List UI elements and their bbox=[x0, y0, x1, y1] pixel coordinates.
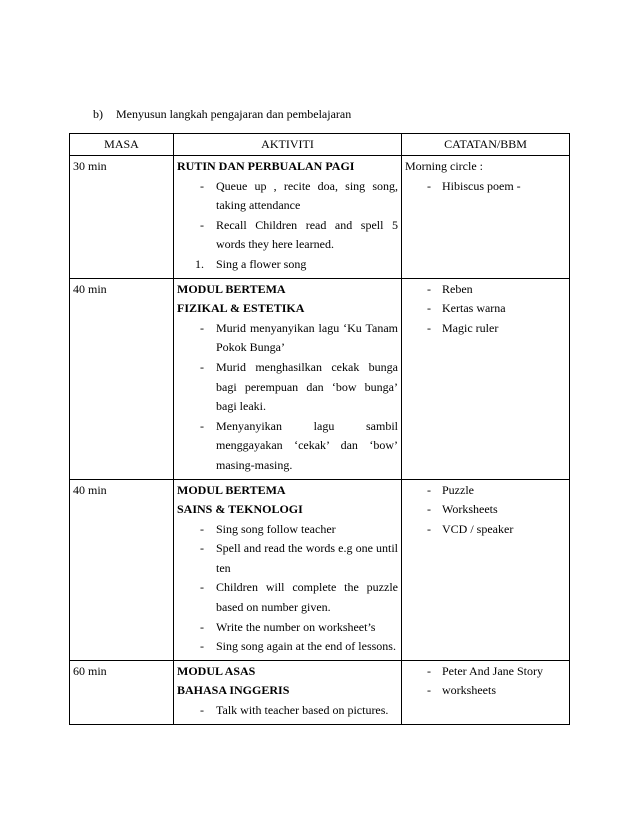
notes-cell bbox=[402, 660, 570, 724]
activity-title: SAINS & TEKNOLOGI bbox=[177, 502, 303, 517]
activity-text: Murid menyanyikan lagu ‘Ku Tanam Pokok Bunga’ bbox=[216, 320, 398, 355]
header-aktiviti: AKTIVITI bbox=[174, 134, 402, 156]
notes-list bbox=[405, 177, 566, 197]
bullet-marker: - bbox=[427, 663, 431, 678]
notes-item bbox=[427, 500, 566, 520]
table-row bbox=[70, 156, 570, 279]
activity-item bbox=[200, 319, 398, 358]
bullet-marker: - bbox=[200, 359, 204, 374]
notes-item bbox=[427, 299, 566, 319]
notes-text: Reben bbox=[442, 281, 473, 296]
bullet-marker: - bbox=[427, 320, 431, 335]
notes-cell bbox=[402, 156, 570, 279]
activity-text: Recall Children read and spell 5 words they here learned. bbox=[216, 217, 398, 252]
activity-text: Children will complete the puzzle based on number given. bbox=[216, 580, 398, 615]
activity-item bbox=[200, 701, 398, 721]
activity-text: Menyanyikan lagu sambil menggayakan ‘cekak’ dan ‘bow’ masing-masing. bbox=[216, 418, 398, 472]
bullet-marker: - bbox=[427, 521, 431, 536]
notes-item bbox=[427, 177, 566, 197]
section-heading bbox=[93, 107, 351, 122]
activity-item bbox=[200, 618, 398, 638]
activity-title: FIZIKAL & ESTETIKA bbox=[177, 301, 305, 316]
notes-text: worksheets bbox=[442, 683, 496, 698]
notes-text: Hibiscus poem - bbox=[442, 178, 521, 193]
activity-item bbox=[200, 578, 398, 617]
activity-cell bbox=[174, 278, 402, 479]
time-cell: 40 min bbox=[70, 479, 174, 660]
activity-title: BAHASA INGGERIS bbox=[177, 683, 290, 698]
activity-title: MODUL BERTEMA bbox=[177, 482, 286, 497]
section-heading-label: b) bbox=[93, 107, 103, 121]
notes-text: Puzzle bbox=[442, 482, 474, 497]
bullet-marker: - bbox=[200, 418, 204, 433]
activity-cell bbox=[174, 479, 402, 660]
time-cell: 60 min bbox=[70, 660, 174, 724]
notes-item bbox=[427, 481, 566, 501]
bullet-marker: - bbox=[427, 482, 431, 497]
bullet-marker: - bbox=[200, 541, 204, 556]
activity-list bbox=[177, 319, 398, 476]
activity-item bbox=[195, 255, 398, 275]
activity-list bbox=[177, 520, 398, 657]
activity-text: Talk with teacher based on pictures. bbox=[216, 703, 389, 718]
activity-title: MODUL BERTEMA bbox=[177, 281, 286, 296]
lesson-plan-table bbox=[69, 133, 570, 725]
bullet-marker: - bbox=[200, 178, 204, 193]
notes-text: Kertas warna bbox=[442, 301, 506, 316]
activity-item bbox=[200, 417, 398, 476]
bullet-marker: - bbox=[427, 178, 431, 193]
header-catatan: CATATAN/BBM bbox=[402, 134, 570, 156]
activity-item bbox=[200, 637, 398, 657]
activity-cell bbox=[174, 156, 402, 279]
table-row bbox=[70, 278, 570, 479]
activity-text: Spell and read the words e.g one until ten bbox=[216, 541, 398, 575]
notes-cell bbox=[402, 479, 570, 660]
time-cell: 40 min bbox=[70, 278, 174, 479]
bullet-marker: - bbox=[200, 521, 204, 536]
time-cell: 30 min bbox=[70, 156, 174, 279]
activity-list bbox=[177, 701, 398, 721]
table-header-row bbox=[70, 134, 570, 156]
activity-text: Murid menghasilkan cekak bunga bagi perempuan dan ‘bow bunga’ bagi leaki. bbox=[216, 359, 398, 414]
notes-list bbox=[405, 280, 566, 339]
activity-item bbox=[200, 177, 398, 216]
notes-header: Morning circle : bbox=[405, 159, 483, 173]
activity-item bbox=[200, 216, 398, 255]
bullet-marker: - bbox=[427, 281, 431, 296]
notes-text: Magic ruler bbox=[442, 320, 499, 335]
notes-item bbox=[427, 319, 566, 339]
bullet-marker: - bbox=[200, 703, 204, 718]
bullet-marker: - bbox=[200, 580, 204, 595]
bullet-marker: - bbox=[427, 683, 431, 698]
header-masa: MASA bbox=[70, 134, 174, 156]
table-row bbox=[70, 479, 570, 660]
notes-text: Worksheets bbox=[442, 502, 498, 517]
activity-title: RUTIN DAN PERBUALAN PAGI bbox=[177, 159, 355, 173]
notes-text: VCD / speaker bbox=[442, 521, 514, 536]
bullet-marker: - bbox=[427, 301, 431, 316]
notes-list bbox=[405, 662, 566, 701]
table-row bbox=[70, 660, 570, 724]
notes-text: Peter And Jane Story bbox=[442, 663, 543, 678]
activity-text: Sing song again at the end of lessons. bbox=[216, 639, 396, 654]
activity-text: Queue up , recite doa, sing song, taking attendance bbox=[216, 178, 398, 213]
activity-text: Sing a flower song bbox=[216, 256, 307, 271]
notes-list bbox=[405, 481, 566, 540]
bullet-marker: - bbox=[200, 619, 204, 634]
activity-text: Write the number on worksheet’s bbox=[216, 619, 376, 634]
activity-item bbox=[200, 358, 398, 417]
notes-item bbox=[427, 280, 566, 300]
activity-text: Sing song follow teacher bbox=[216, 521, 336, 536]
activity-item bbox=[200, 539, 398, 578]
notes-item bbox=[427, 520, 566, 540]
activity-cell bbox=[174, 660, 402, 724]
bullet-marker: - bbox=[200, 320, 204, 335]
bullet-marker: - bbox=[200, 639, 204, 654]
bullet-marker: - bbox=[427, 502, 431, 517]
notes-item bbox=[427, 681, 566, 701]
activity-title: MODUL ASAS bbox=[177, 663, 256, 678]
bullet-marker: 1. bbox=[195, 256, 204, 271]
notes-item bbox=[427, 662, 566, 682]
bullet-marker: - bbox=[200, 217, 204, 232]
activity-item bbox=[200, 520, 398, 540]
activity-list bbox=[177, 177, 398, 275]
notes-cell bbox=[402, 278, 570, 479]
section-heading-text: Menyusun langkah pengajaran dan pembelajaran bbox=[116, 107, 352, 121]
